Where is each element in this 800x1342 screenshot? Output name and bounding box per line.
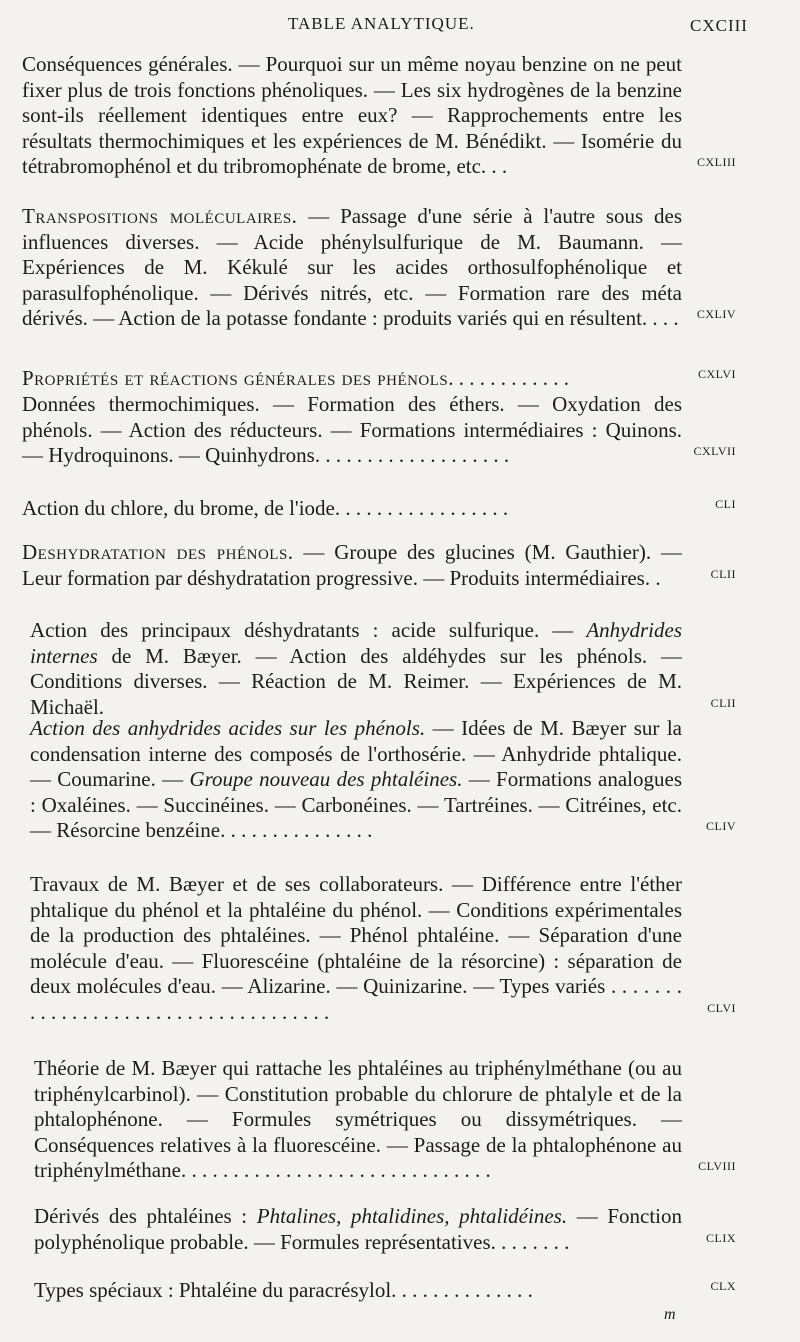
toc-entry	[22, 496, 736, 522]
entry-text: Conséquences générales. — Pourquoi sur un même noyau benzine on ne peut fixer plus de trois fonctions phénoliques. — Les six hydrogènes de la benzine sont-ils réellement identiques entre eux? — Rapprochements entre les résultats thermochimiques et les expériences de M. Bénédikt. — Isomérie du tétrabromophénol et du tribromophénate de brome, etc. . .	[22, 52, 682, 179]
entry-text: Travaux de M. Bæyer et de ses collaborateurs. — Différence entre l'éther phtalique du phénol et la phtaléine du phénol. — Conditions expérimentales de la production des phtaléines. — Phénol phtaléine. — Séparation d'une molécule d'eau. — Fluorescéine (phtaléine de la résorcine) : séparation de deux molécules d'eau. — Alizarine. — Quinizarine. — Types variés . . . . . . . . . . . . . . . . . . . . . . . . . . . . . . . . . . . .	[30, 872, 682, 1024]
entry-page-ref: CLVI	[707, 1000, 736, 1015]
page-title: TABLE ANALYTIQUE.	[288, 14, 475, 33]
entry-page-ref: CLIX	[706, 1230, 736, 1245]
entry-page-ref: CLII	[710, 695, 736, 710]
entry-text: Théorie de M. Bæyer qui rattache les phtaléines au triphénylméthane (ou au triphénylcarbinol). — Constitution probable du chlorure de phtalyle et de la phtalophénone. — Formules symétriques ou dissymétriques. — Conséquences relatives à la fluorescéine. — Passage de la phtalophénone au triphénylméthane. . . . . . . . . . . . . . . . . . . . . . . . . . . . . .	[34, 1056, 682, 1183]
toc-entry	[22, 366, 736, 392]
entry-text-run: de M. Bæyer. — Action des aldéhydes sur les phénols. — Conditions diverses. — Réaction de M. Reimer. — Expériences de M. Michaël.	[30, 643, 682, 719]
entry-text	[34, 1204, 682, 1254]
entry-text-run: — Fonction polyphénolique probable. — Formules représentatives. . . . . . . .	[34, 1204, 682, 1254]
page-number: CXCIII	[690, 16, 748, 35]
entry-heading: Deshydratation des phénols.	[22, 540, 294, 564]
entry-text-run: Action des principaux déshydratants : acide sulfurique. —	[30, 618, 587, 642]
toc-entry	[22, 540, 736, 591]
entry-text: Action du chlore, du brome, de l'iode. . . . . . . . . . . . . . . . .	[22, 496, 509, 520]
entry-text-italic: Anhydrides internes	[30, 618, 682, 668]
toc-entry	[30, 618, 736, 720]
entry-page-ref: CLII	[710, 566, 736, 581]
entry-page-ref: CLIV	[706, 819, 736, 834]
entry-text: Données thermochimiques. — Formation des éthers. — Oxydation des phénols. — Action des réducteurs. — Formations intermédiaires : Quinons. — Hydroquinons. — Quinhydrons. . . . . . . . . . . . . . . . . . .	[22, 392, 682, 468]
entry-page-ref: CLVIII	[698, 1159, 736, 1174]
entry-page-ref: CXLIII	[697, 155, 736, 170]
entry-text	[30, 618, 682, 719]
toc-entry	[34, 1278, 736, 1304]
entry-page-ref: CXLVI	[697, 367, 736, 381]
entry-text-italic: Action des anhydrides acides sur les phénols.	[30, 716, 426, 740]
entry-text: Types spéciaux : Phtaléine du paracrésylol. . . . . . . . . . . . . .	[34, 1278, 533, 1302]
toc-entry	[22, 204, 736, 332]
entry-page-ref: CLX	[710, 1279, 736, 1293]
toc-entry	[34, 1056, 736, 1184]
entry-heading: Transpositions moléculaires.	[22, 204, 298, 228]
entry-text	[30, 716, 682, 842]
entry-page-ref: CXLIV	[696, 307, 736, 322]
toc-entry	[30, 872, 736, 1026]
entry-text-run: — Idées de M. Bæyer sur la condensation interne des composés de l'orthosérie. — Anhydride phtalique. — Coumarine. —	[30, 716, 683, 792]
entry-heading: Propriétés et réactions générales des phénols	[22, 366, 449, 390]
entry-text-italic: Groupe nouveau des phtaléines.	[189, 767, 463, 792]
entry-text: — Groupe des glucines (M. Gauthier). — Leur formation par déshydratation progressive. — Produits intermédiaires. .	[22, 540, 682, 590]
toc-entry	[22, 52, 736, 180]
entry-text-run: — Formations analogues : Oxaléines. — Succinéines. — Carbonéines. — Tartréines. — Citréines, etc. — Résorcine benzéine. . . . . . . . . . . . . . .	[30, 767, 682, 843]
entry-page-ref: CXLVII	[693, 444, 736, 459]
entry-text-run: Dérivés des phtaléines :	[34, 1204, 257, 1228]
entry-text: . . . . . . . . . . . .	[448, 366, 570, 390]
signature-mark: m	[664, 1306, 676, 1323]
toc-entry	[22, 392, 736, 469]
toc-entry	[34, 1204, 736, 1255]
running-head	[0, 8, 800, 36]
entry-text: — Passage d'une série à l'autre sous des influences diverses. — Acide phénylsulfurique de M. Baumann. — Expériences de M. Kékulé sur les acides orthosulfophénolique et parasulfophénolique. — Dérivés nitrés, etc. — Formation rare des méta dérivés. — Action de la potasse fondante : produits variés qui en résultent. . . .	[22, 204, 682, 331]
entry-page-ref: CLI	[715, 497, 736, 511]
toc-entry	[30, 716, 736, 844]
entry-text-italic: Phtalines, phtalidines, phtalidéines.	[256, 1204, 568, 1228]
